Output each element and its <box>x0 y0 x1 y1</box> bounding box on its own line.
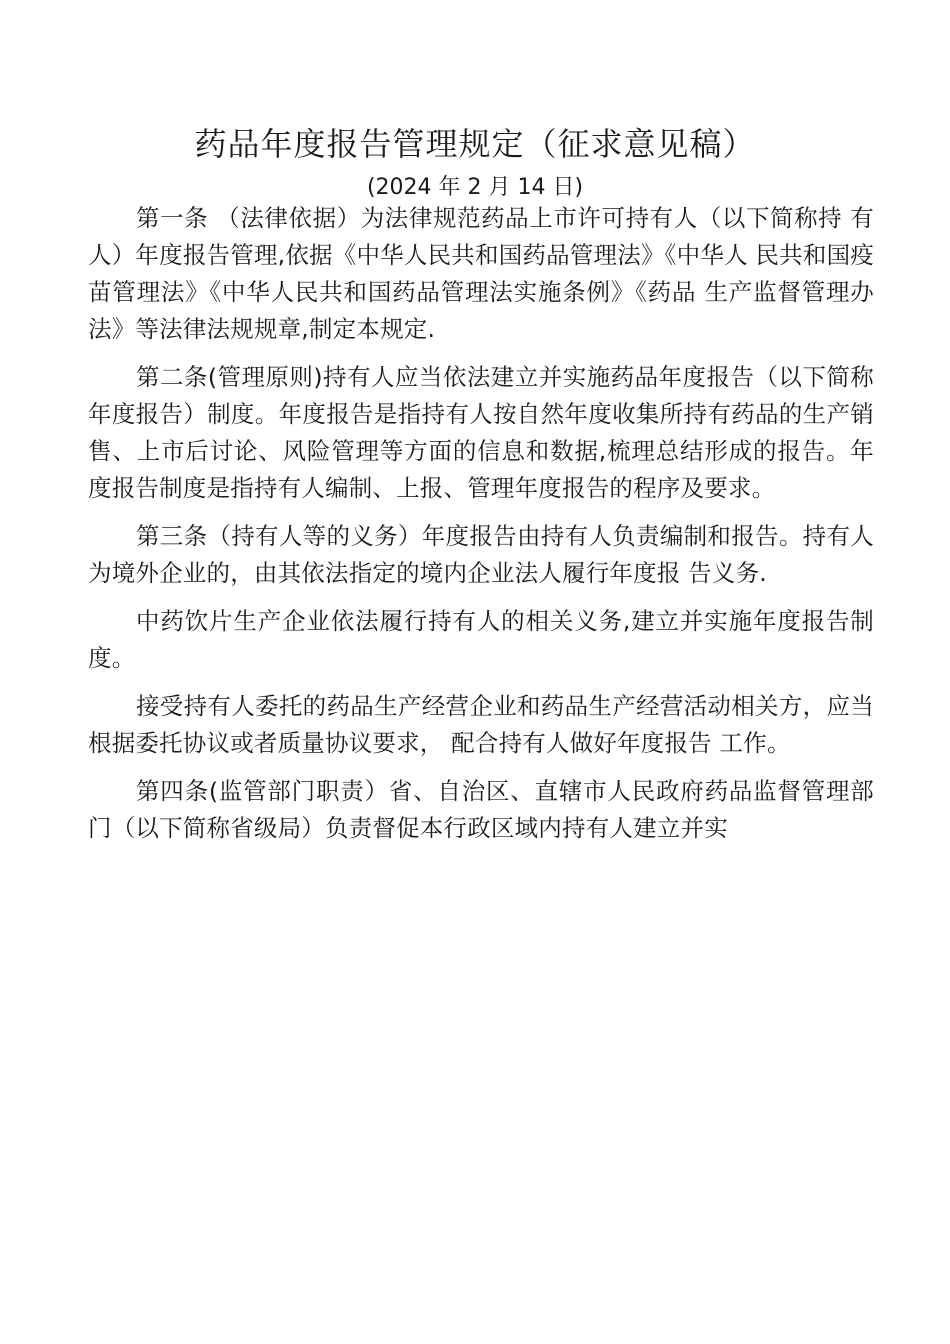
document-body <box>88 200 874 858</box>
document-title: 药品年度报告管理规定（征求意见稿） <box>194 125 756 163</box>
article-3-entrusted-paragraph: 接受持有人委托的药品生产经营企业和药品生产经营活动相关方，应当根据委托协议或者质量协议要求， 配合持有人做好年度报告 工作。 <box>88 692 874 757</box>
article-1-paragraph: 第一条 （法律依据）为法律规范药品上市许可持有人（以下简称持 有人）年度报告管理,依据《中华人民共和国药品管理法》《中华人 民共和国疫苗管理法》《中华人民共和国药品管理法实施条例》《药品 生产监督管理办法》等法律法规规章,制定本规定. <box>88 204 874 343</box>
document-date: (2024 年 2 月 14 日) <box>366 175 584 200</box>
article-4-paragraph: 第四条(监管部门职责）省、自治区、直辖市人民政府药品监督管理部门（以下简称省级局）负责督促本行政区域内持有人建立并实 <box>88 777 874 842</box>
article-2-paragraph: 第二条(管理原则)持有人应当依法建立并实施药品年度报告（以下简称年度报告）制度。年度报告是指持有人按自然年度收集所持有药品的生产销售、上市后讨论、风险管理等方面的信息和数据,梳理总结形成的报告。年度报告制度是指持有人编制、上报、管理年度报告的程序及要求。 <box>88 363 874 502</box>
article-3-paragraph: 第三条（持有人等的义务）年度报告由持有人负责编制和报告。持有人为境外企业的，由其依法指定的境内企业法人履行年度报 告义务. <box>88 522 874 587</box>
article-3-tcm-paragraph: 中药饮片生产企业依法履行持有人的相关义务,建立并实施年度报告制度。 <box>88 607 874 672</box>
